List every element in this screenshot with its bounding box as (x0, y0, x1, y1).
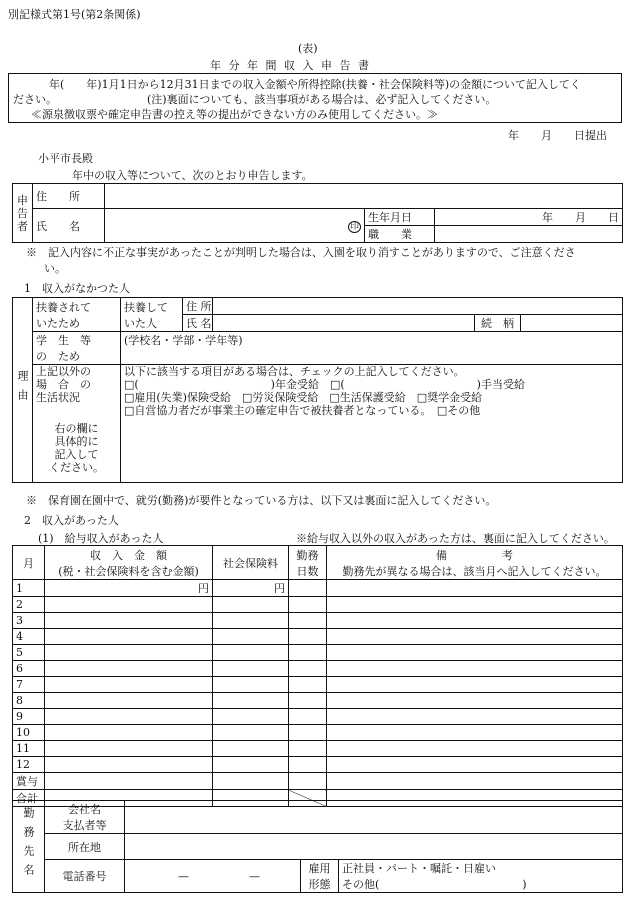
income-cell[interactable] (45, 661, 213, 677)
social-insurance-cell[interactable] (213, 693, 289, 709)
work-days-cell[interactable] (289, 580, 327, 597)
form-reference: 別記様式第1号(第2条関係) (8, 8, 141, 21)
remarks-cell[interactable] (327, 661, 623, 677)
social-insurance-cell[interactable] (213, 741, 289, 757)
remarks-cell[interactable] (327, 773, 623, 790)
note-2: ※ 保育園在園中で、就労(勤務)が要件となっている方は、以下又は裏面に記入してください。 (26, 494, 497, 507)
work-days-cell[interactable] (289, 741, 327, 757)
location-label: 所在地 (45, 834, 125, 860)
phone-field[interactable]: — — (125, 860, 301, 893)
subsection-note: ※給与収入以外の収入があった方は、裏面に記入してください。 (296, 532, 615, 545)
reason-label: 理由 (13, 298, 33, 483)
work-days-cell[interactable] (289, 709, 327, 725)
income-cell[interactable] (45, 613, 213, 629)
check-allowance[interactable]: □( )手当受給 (329, 378, 525, 391)
month-cell: 6 (13, 661, 45, 677)
table-row (13, 709, 623, 725)
work-days-cell[interactable] (289, 645, 327, 661)
name-field[interactable] (105, 209, 365, 243)
page-title: 年 分 年 間 収 入 申 告 書 (210, 59, 371, 72)
check-row-2[interactable]: □雇用(失業)保険受給 □労災保険受給 □生活保護受給 □奨学金受給 (124, 391, 483, 404)
work-days-cell[interactable] (289, 677, 327, 693)
supporter-label: 扶養して いた人 (121, 298, 183, 332)
phone-label: 電話番号 (45, 860, 125, 893)
salary-table (12, 545, 623, 807)
applicant-section-label: 申告者 (13, 184, 33, 243)
income-cell[interactable] (45, 741, 213, 757)
table-row (13, 597, 623, 613)
table-row (13, 580, 623, 597)
month-cell: 合計 (13, 790, 45, 807)
no-income-reason-table (12, 297, 623, 483)
col-social-insurance: 社会保険料 (213, 546, 289, 580)
remarks-cell[interactable] (327, 757, 623, 773)
occupation-field[interactable] (435, 226, 623, 243)
month-cell: 3 (13, 613, 45, 629)
supporter-address-label: 住 所 (183, 298, 213, 315)
applicant-table (12, 183, 623, 243)
dependent-label: 扶養されて いたため (33, 298, 121, 332)
social-insurance-cell[interactable] (213, 645, 289, 661)
remarks-cell[interactable] (327, 629, 623, 645)
income-cell[interactable] (45, 773, 213, 790)
notice-line-1: 年( 年)1月1日から12月31日までの収入金額や所得控除(扶養・社会保険料等)の金額について記入してく (49, 78, 581, 91)
month-cell: 10 (13, 725, 45, 741)
submission-date: 年 月 日提出 (508, 129, 607, 142)
intro-text: 年中の収入等について、次のとおり申告します。 (72, 169, 313, 182)
supporter-name-field[interactable] (213, 315, 475, 332)
note-1: ※ 記入内容に不正な事実があったことが判明した場合は、入園を取り消すことがありますので、ご注意くださ (26, 246, 576, 259)
month-cell: 4 (13, 629, 45, 645)
remarks-cell[interactable] (327, 693, 623, 709)
company-field[interactable] (125, 801, 623, 834)
social-insurance-cell[interactable] (213, 613, 289, 629)
income-cell[interactable] (45, 677, 213, 693)
table-row (13, 629, 623, 645)
remarks-cell[interactable] (327, 677, 623, 693)
note-1-cont: い。 (44, 262, 66, 275)
social-insurance-cell[interactable] (213, 661, 289, 677)
social-insurance-cell[interactable] (213, 773, 289, 790)
form-side-label: (表) (298, 42, 318, 55)
birth-field[interactable]: 年 月 日 (435, 209, 623, 226)
income-cell[interactable]: 円 (45, 580, 213, 597)
income-cell[interactable] (45, 757, 213, 773)
supporter-name-label: 氏 名 (183, 315, 213, 332)
social-insurance-cell[interactable]: 円 (213, 580, 289, 597)
col-work-days: 勤務 日数 (289, 546, 327, 580)
student-hint: (学校名・学部・学年等) (124, 334, 243, 347)
month-cell: 2 (13, 597, 45, 613)
employment-type-label: 雇用 形態 (301, 860, 339, 893)
student-label: 学 生 等 の ため (33, 332, 121, 365)
social-insurance-cell[interactable] (213, 629, 289, 645)
relation-label: 続 柄 (475, 315, 521, 332)
remarks-cell[interactable] (327, 580, 623, 597)
month-cell: 9 (13, 709, 45, 725)
supporter-address-field[interactable] (213, 298, 623, 315)
month-cell: 7 (13, 677, 45, 693)
remarks-cell[interactable] (327, 725, 623, 741)
seal-mark: 印 (349, 222, 359, 232)
table-row (13, 677, 623, 693)
location-field[interactable] (125, 834, 623, 860)
income-cell[interactable] (45, 629, 213, 645)
income-cell[interactable] (45, 645, 213, 661)
remarks-cell[interactable] (327, 597, 623, 613)
work-days-cell[interactable] (289, 773, 327, 790)
col-remarks: 備 考 勤務先が異なる場合は、該当月へ記入してください。 (327, 546, 623, 580)
company-label: 会社名 支払者等 (45, 801, 125, 834)
address-field[interactable] (105, 184, 623, 209)
table-row (13, 741, 623, 757)
other-situation-field[interactable] (121, 365, 623, 483)
work-days-cell[interactable] (289, 757, 327, 773)
table-row (13, 613, 623, 629)
table-row (13, 661, 623, 677)
month-cell: 1 (13, 580, 45, 597)
col-income: 収 入 金 額 (税・社会保険料を含む金額) (45, 546, 213, 580)
notice-line-2a: ださい。 (13, 93, 57, 106)
table-row (13, 725, 623, 741)
work-days-cell[interactable] (289, 725, 327, 741)
employer-table (12, 800, 623, 893)
check-pension[interactable]: □( )年金受給 (124, 378, 319, 391)
check-row-3[interactable]: □自営協力者だが事業主の確定申告で被扶養者となっている。 □その他 (124, 404, 481, 417)
remarks-cell[interactable] (327, 645, 623, 661)
birth-label: 生年月日 (365, 209, 435, 226)
remarks-cell[interactable] (327, 741, 623, 757)
employment-type-field[interactable]: 正社員・パート・嘱託・日雇い その他( ) (339, 860, 623, 893)
social-insurance-cell[interactable] (213, 709, 289, 725)
work-days-cell[interactable] (289, 629, 327, 645)
relation-field[interactable] (521, 315, 623, 332)
social-insurance-cell[interactable] (213, 725, 289, 741)
month-cell: 賞与 (13, 773, 45, 790)
notice-line-2b: (注)裏面についても、該当事項がある場合は、必ず記入してください。 (147, 93, 497, 106)
table-row (13, 773, 623, 790)
name-label: 氏 名 (33, 209, 105, 243)
month-cell: 11 (13, 741, 45, 757)
employer-label: 勤務先名 (13, 801, 45, 893)
work-days-cell[interactable] (289, 661, 327, 677)
social-insurance-cell[interactable] (213, 757, 289, 773)
work-days-cell[interactable] (289, 693, 327, 709)
month-cell: 8 (13, 693, 45, 709)
subsection-heading: (1) 給与収入があった人 (38, 532, 164, 545)
social-insurance-cell[interactable] (213, 597, 289, 613)
occupation-label: 職 業 (365, 226, 435, 243)
income-cell[interactable] (45, 725, 213, 741)
table-row (13, 645, 623, 661)
col-month: 月 (13, 546, 45, 580)
month-cell: 12 (13, 757, 45, 773)
notice-line-3: ≪源泉徴収票や確定申告書の控え等の提出ができない方のみ使用してください。≫ (31, 108, 438, 121)
income-cell[interactable] (45, 597, 213, 613)
other-label: 上記以外の 場 合 の 生活状況 右の欄に 具体的に 記入して ください。 (33, 365, 121, 483)
work-days-cell[interactable] (289, 613, 327, 629)
remarks-cell[interactable] (327, 709, 623, 725)
addressee: 小平市長殿 (38, 152, 93, 165)
section-1-heading: 1 収入がなかつた人 (24, 282, 130, 295)
table-row (13, 693, 623, 709)
check-intro: 以下に該当する項目がある場合は、チェックの上記入してください。 (124, 365, 465, 378)
table-row (13, 757, 623, 773)
work-days-cell[interactable] (289, 597, 327, 613)
remarks-cell[interactable] (327, 613, 623, 629)
notice-box (8, 73, 622, 123)
address-label: 住 所 (33, 184, 105, 209)
income-cell[interactable] (45, 709, 213, 725)
month-cell: 5 (13, 645, 45, 661)
section-2-heading: 2 収入があった人 (24, 514, 119, 527)
student-field[interactable] (121, 332, 623, 365)
social-insurance-cell[interactable] (213, 677, 289, 693)
income-cell[interactable] (45, 693, 213, 709)
